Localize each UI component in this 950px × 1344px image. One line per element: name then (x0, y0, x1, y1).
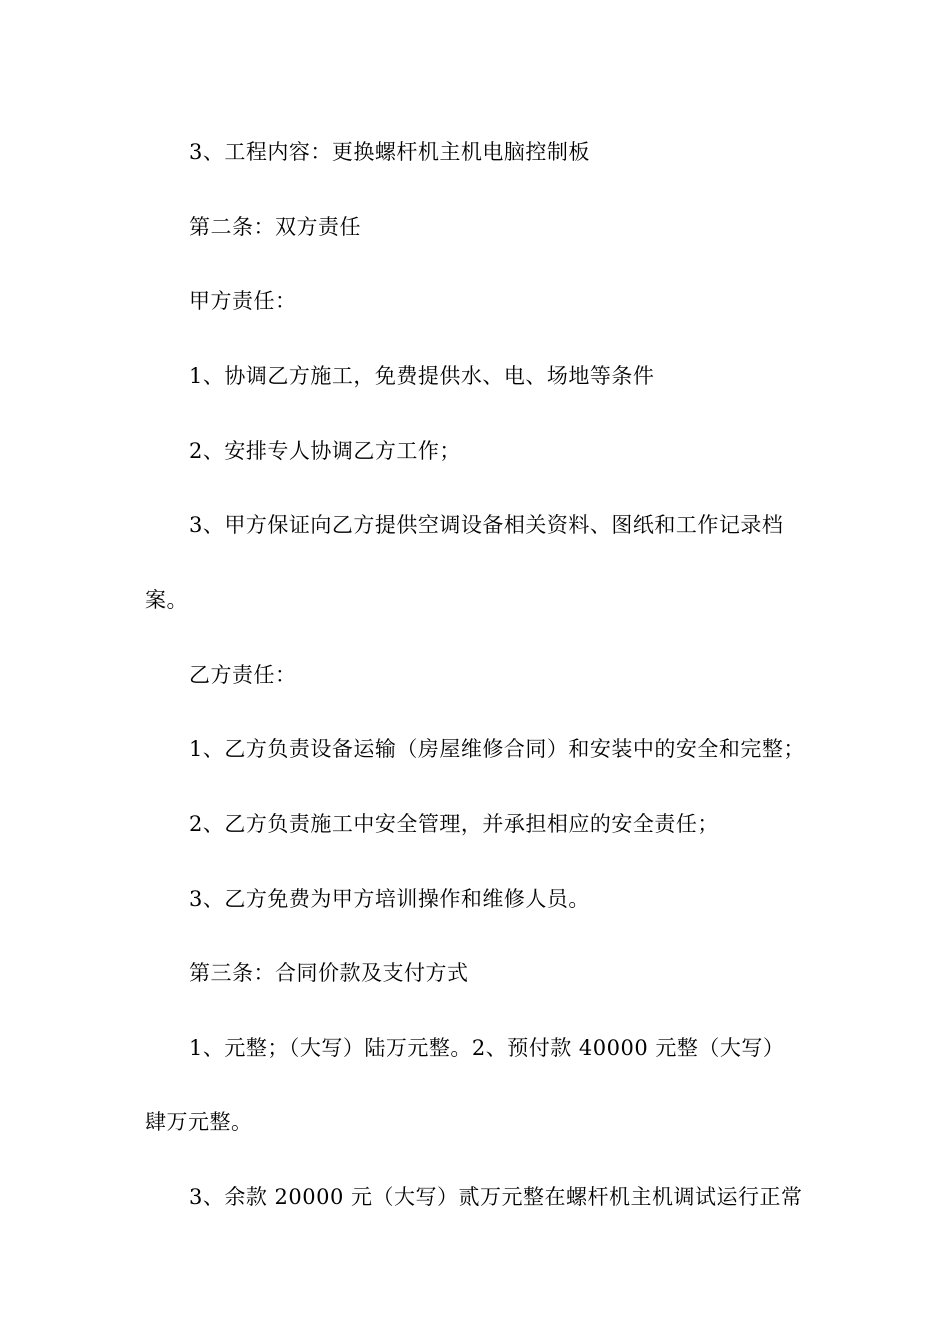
subsection-heading: 乙方责任： (189, 663, 297, 687)
section-heading: 第三条：合同价款及支付方式 (189, 961, 469, 985)
paragraph-line: 2、乙方负责施工中安全管理，并承担相应的安全责任； (189, 812, 719, 836)
paragraph-line: 1、乙方负责设备运输（房屋维修合同）和安装中的安全和完整； (189, 737, 805, 761)
subsection-heading: 甲方责任： (189, 289, 297, 313)
section-heading: 第二条：双方责任 (189, 215, 361, 239)
paragraph-continuation: 肆万元整。 (145, 1110, 253, 1134)
paragraph-line: 3、工程内容：更换螺杆机主机电脑控制板 (189, 140, 590, 164)
paragraph-line: 3、余款 20000 元（大写）贰万元整在螺杆机主机调试运行正常 (189, 1185, 803, 1209)
paragraph-line: 2、安排专人协调乙方工作； (189, 439, 461, 463)
paragraph-line: 3、乙方免费为甲方培训操作和维修人员。 (189, 887, 590, 911)
paragraph-line: 1、元整；（大写）陆万元整。2、预付款 40000 元整（大写） (189, 1036, 785, 1060)
paragraph-line: 1、协调乙方施工，免费提供水、电、场地等条件 (189, 364, 655, 388)
paragraph-continuation: 案。 (145, 588, 188, 612)
paragraph-line: 3、甲方保证向乙方提供空调设备相关资料、图纸和工作记录档 (189, 513, 784, 537)
